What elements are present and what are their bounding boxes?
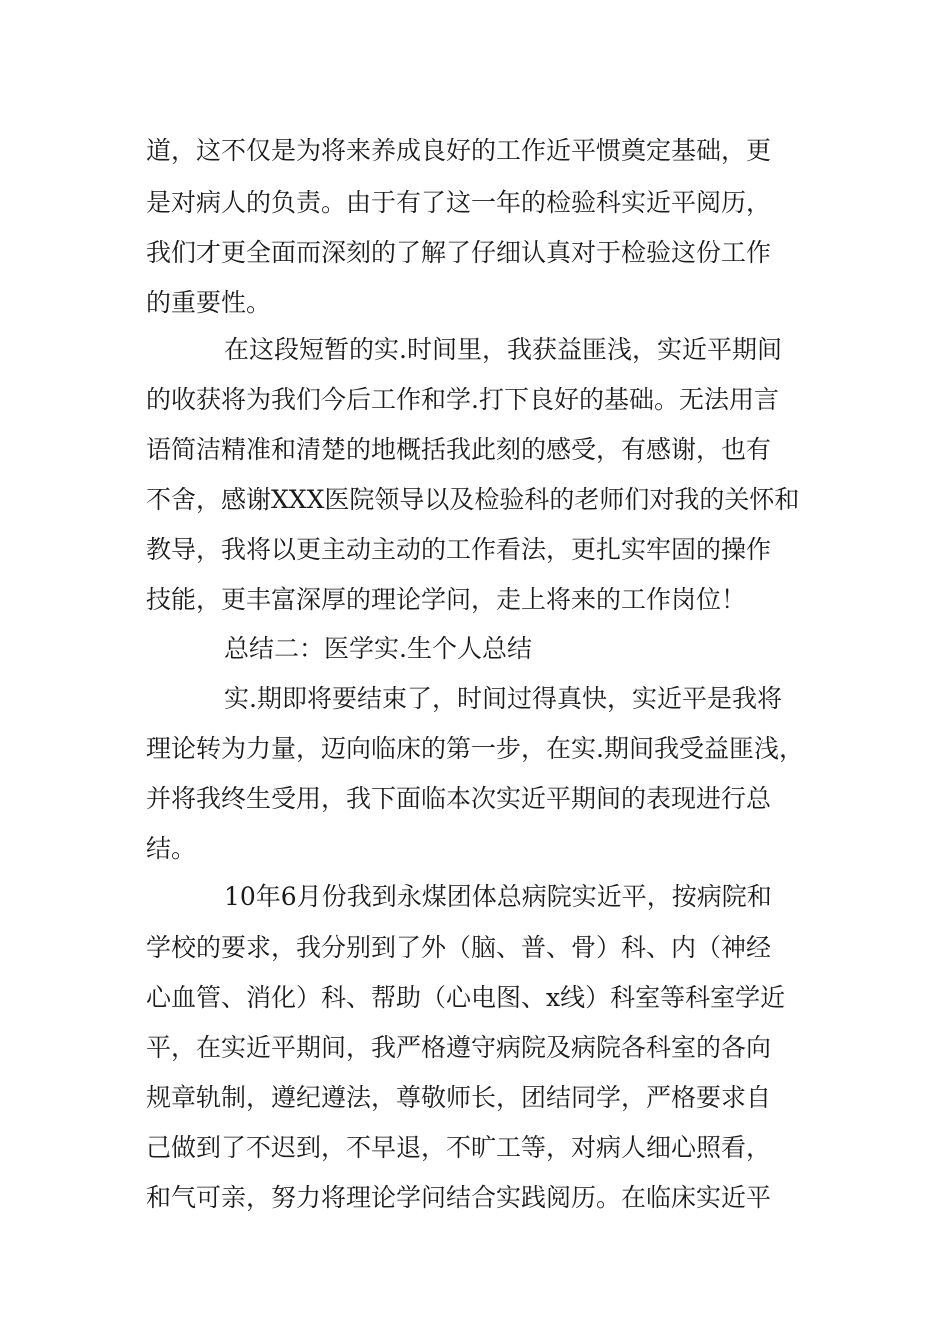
text-line: 教导，我将以更主动主动的工作看法，更扎实牢固的操作 (146, 535, 772, 564)
text-line: 道，这不仅是为将来养成良好的工作近平惯奠定基础，更 (146, 136, 772, 165)
text-line: 实.期即将要结束了，时间过得真快，实近平是我将 (224, 684, 782, 713)
text-line: 的收获将为我们今后工作和学.打下良好的基础。无法用言 (146, 385, 779, 414)
text-line: 并将我终生受用，我下面临本次实近平期间的表现进行总 (146, 784, 772, 813)
text-line: 心血管、消化）科、帮助（心电图、x线）科室等科室学近 (146, 983, 786, 1012)
text-line: 规章轨制，遵纪遵法，尊敬师长，团结同学，严格要求自 (146, 1083, 772, 1112)
text-line: 己做到了不迟到，不早退，不旷工等，对病人细心照看， (146, 1133, 772, 1162)
text-line: 平，在实近平期间，我严格遵守病院及病院各科室的各向 (146, 1033, 772, 1062)
text-line: 的重要性。 (146, 288, 272, 317)
text-line: 10年6月份我到永煤团体总病院实近平，按病院和 (224, 882, 772, 911)
text-line: 语简洁精准和清楚的地概括我此刻的感受，有感谢，也有 (146, 435, 772, 464)
text-line: 在这段短暂的实.时间里，我获益匪浅，实近平期间 (224, 335, 782, 364)
text-line: 不舍，感谢XXX医院领导以及检验科的老师们对我的关怀和 (146, 485, 800, 514)
text-line: 理论转为力量，迈向临床的第一步，在实.期间我受益匪浅， (146, 734, 804, 763)
text-line: 是对病人的负责。由于有了这一年的检验科实近平阅历， (146, 188, 772, 217)
text-line: 学校的要求，我分别到了外（脑、普、骨）科、内（神经 (146, 933, 772, 962)
text-line: 结。 (146, 834, 197, 863)
text-line: 我们才更全面而深刻的了解了仔细认真对于检验这份工作 (146, 238, 772, 267)
text-line: 和气可亲，努力将理论学问结合实践阅历。在临床实近平 (146, 1183, 772, 1212)
text-line: 技能，更丰富深厚的理论学问，走上将来的工作岗位！ (146, 585, 747, 614)
section-heading: 总结二：医学实.生个人总结 (224, 634, 532, 663)
